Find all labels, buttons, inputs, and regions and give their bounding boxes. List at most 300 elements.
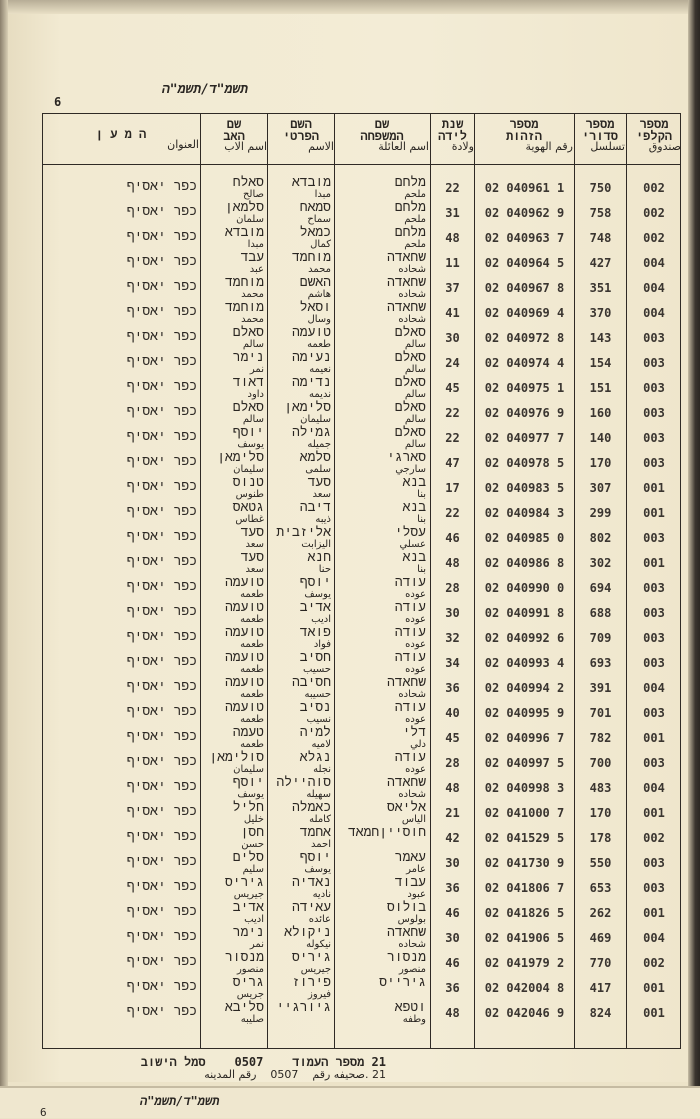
family-name-arabic: عبود — [407, 889, 426, 900]
family-name-hebrew: מלחם — [394, 225, 426, 240]
family-name-hebrew: שחאדה — [386, 250, 426, 265]
family-name-cell — [336, 701, 426, 725]
kalpi-number-cell: 001 — [643, 481, 665, 495]
first-name-hebrew: סלימאן — [284, 400, 331, 415]
father-name-arabic: سليم — [242, 864, 264, 875]
birth-year-cell: 21 — [445, 806, 460, 820]
kalpi-number-cell: 003 — [643, 856, 665, 870]
col-header-kalpi: מספר הקלפי صندوق — [635, 117, 681, 153]
family-name-hebrew: סארגי — [386, 450, 426, 465]
father-name-hebrew: דאוד — [232, 375, 264, 390]
first-name-cell — [269, 426, 331, 450]
address-cell: כפר יאסיף — [126, 779, 197, 794]
col-header-id-number: מספר הזהות رقم الهوية — [505, 117, 573, 153]
id-number-cell: 02 040995 9 — [484, 706, 565, 720]
birth-year-cell: 34 — [445, 656, 460, 670]
serial-number-cell: 140 — [589, 431, 612, 445]
kalpi-number-cell: 003 — [643, 431, 665, 445]
address-cell: כפר יאסיף — [126, 704, 197, 719]
family-name-cell — [336, 751, 426, 775]
first-name-hebrew: נאדיה — [291, 875, 331, 890]
serial-number-cell: 427 — [589, 256, 612, 270]
father-name-hebrew: טועמה — [224, 625, 264, 640]
address-cell: כפר יאסיף — [126, 529, 197, 544]
family-name-cell — [336, 776, 426, 800]
father-name-hebrew: טועמה — [224, 675, 264, 690]
kalpi-number-cell: 001 — [643, 981, 665, 995]
id-number-cell: 02 041730 9 — [484, 856, 565, 870]
table-row — [43, 176, 682, 201]
table-row — [43, 876, 682, 901]
family-name-arabic: ملحم — [404, 189, 426, 200]
id-number-cell: 02 042004 8 — [484, 981, 565, 995]
serial-number-cell: 417 — [589, 981, 612, 995]
first-name-cell — [269, 951, 331, 975]
first-name-hebrew: יוסף — [299, 850, 331, 865]
first-name-cell — [269, 751, 331, 775]
birth-year-cell: 40 — [445, 706, 460, 720]
first-name-hebrew: חסיבה — [291, 675, 331, 690]
first-name-arabic: اليزابت — [301, 539, 331, 550]
father-name-arabic: مبدا — [247, 239, 264, 250]
family-name-arabic: شحاده — [398, 314, 426, 325]
first-name-arabic: هاشم — [307, 289, 331, 300]
first-name-cell — [269, 701, 331, 725]
table-row — [43, 226, 682, 251]
table-row — [43, 326, 682, 351]
serial-number-cell: 299 — [589, 506, 612, 520]
table-row — [43, 376, 682, 401]
father-name-cell — [202, 876, 264, 900]
first-name-hebrew: עאידה — [291, 900, 331, 915]
family-name-arabic: سالم — [404, 414, 426, 425]
first-name-arabic: نجله — [313, 764, 331, 775]
first-name-arabic: كامله — [309, 814, 331, 825]
address-cell: כפר יאסיף — [126, 504, 197, 519]
first-name-hebrew: נסיב — [299, 700, 331, 715]
father-name-arabic: صليبه — [240, 1014, 264, 1025]
birth-year-cell: 48 — [445, 556, 460, 570]
first-name-hebrew: כמאל — [299, 225, 331, 240]
father-name-hebrew: יוסף — [232, 775, 264, 790]
page-top-edge — [0, 0, 700, 14]
family-name-arabic: بنا — [417, 489, 426, 500]
address-cell: כפר יאסיף — [126, 354, 197, 369]
kalpi-number-cell: 004 — [643, 931, 665, 945]
table-row — [43, 976, 682, 1001]
father-name-hebrew: סלמאן — [224, 200, 264, 215]
birth-year-cell: 48 — [445, 1006, 460, 1020]
first-name-cell — [269, 576, 331, 600]
first-name-hebrew: מובדא — [291, 175, 331, 190]
table-row — [43, 451, 682, 476]
father-name-arabic: طعمه — [240, 614, 264, 625]
id-number-cell: 02 042046 9 — [484, 1006, 565, 1020]
id-number-cell: 02 041906 5 — [484, 931, 565, 945]
first-name-cell — [269, 676, 331, 700]
family-name-hebrew: עסלי — [394, 525, 426, 540]
first-name-hebrew: למיה — [299, 725, 331, 740]
id-number-cell: 02 040997 5 — [484, 756, 565, 770]
first-name-hebrew: טועמה — [291, 325, 331, 340]
father-name-cell — [202, 276, 264, 300]
table-row — [43, 501, 682, 526]
family-name-cell — [336, 226, 426, 250]
first-name-arabic: سلمى — [305, 464, 331, 475]
address-cell: כפר יאסיף — [126, 679, 197, 694]
first-name-hebrew: דיבה — [299, 500, 331, 515]
address-cell: כפר יאסיף — [126, 854, 197, 869]
id-number-cell: 02 040990 0 — [484, 581, 565, 595]
family-name-cell — [336, 326, 426, 350]
first-name-hebrew: האשם — [299, 275, 331, 290]
birth-year-cell: 17 — [445, 481, 460, 495]
table-row — [43, 776, 682, 801]
first-name-cell — [269, 551, 331, 575]
family-name-hebrew: עודה — [394, 625, 426, 640]
father-name-hebrew: סלימאן — [217, 450, 264, 465]
kalpi-number-cell: 003 — [643, 581, 665, 595]
family-name-cell — [336, 476, 426, 500]
id-number-cell: 02 041000 7 — [484, 806, 565, 820]
father-name-arabic: سالم — [242, 414, 264, 425]
serial-number-cell: 160 — [589, 406, 612, 420]
birth-year-cell: 22 — [445, 181, 460, 195]
kalpi-number-cell: 003 — [643, 606, 665, 620]
address-cell: כפר יאסיף — [126, 379, 197, 394]
table-row — [43, 251, 682, 276]
father-name-hebrew: מוחמד — [224, 300, 264, 315]
father-name-cell — [202, 851, 264, 875]
father-name-arabic: نمر — [249, 939, 264, 950]
serial-number-cell: 550 — [589, 856, 612, 870]
table-row — [43, 826, 682, 851]
binding-fold — [0, 0, 8, 1116]
father-name-arabic: جيريس — [233, 889, 264, 900]
father-name-hebrew: טועמה — [224, 650, 264, 665]
id-number-cell: 02 040991 8 — [484, 606, 565, 620]
first-name-arabic: وسال — [307, 314, 331, 325]
serial-number-cell: 770 — [589, 956, 612, 970]
father-name-arabic: نمر — [249, 364, 264, 375]
serial-number-cell: 693 — [589, 656, 612, 670]
family-name-arabic: الياس — [401, 814, 426, 825]
address-cell: כפר יאסיף — [126, 979, 197, 994]
father-name-hebrew: גיריס — [224, 875, 264, 890]
first-name-arabic: كمال — [310, 239, 331, 250]
father-name-cell — [202, 626, 264, 650]
family-name-cell — [336, 376, 426, 400]
first-name-cell — [269, 976, 331, 1000]
birth-year-cell: 24 — [445, 356, 460, 370]
address-cell: כפר יאסיף — [126, 229, 197, 244]
kalpi-number-cell: 003 — [643, 631, 665, 645]
id-number-cell: 02 040967 8 — [484, 281, 565, 295]
kalpi-number-cell: 001 — [643, 731, 665, 745]
family-name-hebrew: בולוס — [386, 900, 426, 915]
first-name-hebrew: חנא — [307, 550, 331, 565]
birth-year-cell: 36 — [445, 681, 460, 695]
father-name-arabic: طعمه — [240, 589, 264, 600]
father-name-hebrew: טועמה — [224, 600, 264, 615]
family-name-arabic: عوده — [405, 589, 426, 600]
father-name-hebrew: מנסור — [224, 950, 264, 965]
first-name-cell — [269, 601, 331, 625]
father-name-hebrew: נימר — [232, 350, 264, 365]
id-number-cell: 02 040978 5 — [484, 456, 565, 470]
id-number-cell: 02 040996 7 — [484, 731, 565, 745]
family-name-hebrew: מלחם — [394, 200, 426, 215]
serial-number-cell: 154 — [589, 356, 612, 370]
voter-table — [42, 113, 681, 1049]
father-name-cell — [202, 776, 264, 800]
family-name-hebrew: עאמר — [394, 850, 426, 865]
table-row — [43, 851, 682, 876]
address-cell: כפר יאסיף — [126, 579, 197, 594]
father-name-hebrew: סולימאן — [209, 750, 264, 765]
father-name-hebrew: גריס — [232, 975, 264, 990]
kalpi-number-cell: 004 — [643, 781, 665, 795]
father-name-cell — [202, 201, 264, 225]
father-name-hebrew: סליבא — [224, 1000, 264, 1015]
father-name-arabic: محمد — [241, 289, 264, 300]
address-cell: כפר יאסיף — [126, 254, 197, 269]
father-name-hebrew: סלים — [232, 850, 264, 865]
first-name-arabic: يوسف — [304, 589, 331, 600]
father-name-cell — [202, 501, 264, 525]
first-name-hebrew: נדימה — [291, 375, 331, 390]
father-name-arabic: سالم — [242, 339, 264, 350]
family-name-cell — [336, 626, 426, 650]
serial-number-cell: 750 — [589, 181, 612, 195]
father-name-arabic: طعمه — [240, 739, 264, 750]
first-name-hebrew: אדיב — [299, 600, 331, 615]
kalpi-number-cell: 001 — [643, 806, 665, 820]
father-name-hebrew: טעמה — [232, 725, 264, 740]
first-name-arabic: محمد — [308, 264, 331, 275]
father-name-hebrew: סעד — [240, 525, 264, 540]
serial-number-cell: 709 — [589, 631, 612, 645]
serial-number-cell: 143 — [589, 331, 612, 345]
kalpi-number-cell: 003 — [643, 331, 665, 345]
first-name-arabic: فيروز — [308, 989, 331, 1000]
first-name-arabic: سهيله — [306, 789, 331, 800]
family-name-hebrew: עודה — [394, 750, 426, 765]
address-cell: כפר יאסיף — [126, 204, 197, 219]
father-name-hebrew: סאלח — [232, 175, 264, 190]
serial-number-cell: 782 — [589, 731, 612, 745]
family-name-hebrew: אליאס — [386, 800, 426, 815]
family-name-arabic: شحاده — [398, 939, 426, 950]
address-cell: כפר יאסיף — [126, 754, 197, 769]
father-name-cell — [202, 376, 264, 400]
family-name-arabic: شحاده — [398, 789, 426, 800]
birth-year-cell: 46 — [445, 531, 460, 545]
first-name-arabic: نديمه — [309, 389, 331, 400]
birth-year-cell: 46 — [445, 956, 460, 970]
family-name-cell — [336, 926, 426, 950]
family-name-arabic: سالم — [404, 339, 426, 350]
family-name-hebrew: וטפא — [394, 1000, 426, 1015]
family-name-hebrew: שחאדה — [386, 300, 426, 315]
first-name-arabic: احمد — [311, 839, 331, 850]
id-number-cell: 02 041806 7 — [484, 881, 565, 895]
serial-number-cell: 170 — [589, 456, 612, 470]
address-cell: כפר יאסיף — [126, 404, 197, 419]
family-name-hebrew: סאלם — [394, 400, 426, 415]
family-name-arabic: عوده — [405, 614, 426, 625]
serial-number-cell: 151 — [589, 381, 612, 395]
family-name-arabic: سارجي — [395, 464, 426, 475]
first-name-cell — [269, 451, 331, 475]
father-name-arabic: صالح — [242, 189, 264, 200]
kalpi-number-cell: 002 — [643, 231, 665, 245]
family-name-cell — [336, 676, 426, 700]
father-name-cell — [202, 751, 264, 775]
first-name-cell — [269, 401, 331, 425]
address-cell: כפר יאסיף — [126, 829, 197, 844]
father-name-hebrew: חסן — [240, 825, 264, 840]
serial-number-cell: 469 — [589, 931, 612, 945]
father-name-arabic: حسن — [241, 839, 264, 850]
address-cell: כפר יאסיף — [126, 304, 197, 319]
serial-number-cell: 391 — [589, 681, 612, 695]
address-cell: כפר יאסיף — [126, 479, 197, 494]
family-name-arabic: سالم — [404, 439, 426, 450]
father-name-hebrew: סאלם — [232, 400, 264, 415]
kalpi-number-cell: 001 — [643, 1006, 665, 1020]
table-row — [43, 926, 682, 951]
birth-year-cell: 42 — [445, 831, 460, 845]
id-number-cell: 02 040983 5 — [484, 481, 565, 495]
father-name-cell — [202, 1001, 264, 1025]
family-name-hebrew: סאלם — [394, 425, 426, 440]
header-divider — [43, 164, 680, 165]
table-row — [43, 626, 682, 651]
father-name-cell — [202, 701, 264, 725]
address-cell: כפר יאסיף — [126, 179, 197, 194]
kalpi-number-cell: 004 — [643, 256, 665, 270]
kalpi-number-cell: 002 — [643, 956, 665, 970]
father-name-cell — [202, 301, 264, 325]
page-number: 6 — [54, 95, 62, 109]
first-name-cell — [269, 526, 331, 550]
family-name-cell — [336, 501, 426, 525]
first-name-arabic: يوسف — [304, 864, 331, 875]
father-name-cell — [202, 426, 264, 450]
first-name-cell — [269, 726, 331, 750]
kalpi-number-cell: 003 — [643, 881, 665, 895]
table-row — [43, 401, 682, 426]
first-name-arabic: لاميه — [311, 739, 331, 750]
father-name-cell — [202, 326, 264, 350]
first-name-hebrew: אליזבית — [276, 525, 331, 540]
id-number-cell: 02 041979 2 — [484, 956, 565, 970]
family-name-cell — [336, 651, 426, 675]
father-name-cell — [202, 476, 264, 500]
first-name-hebrew: סמאח — [299, 200, 331, 215]
kalpi-number-cell: 003 — [643, 756, 665, 770]
birth-year-cell: 46 — [445, 906, 460, 920]
father-name-arabic: طنوس — [235, 489, 264, 500]
birth-year-cell: 30 — [445, 606, 460, 620]
father-name-arabic: يوسف — [237, 439, 264, 450]
father-name-hebrew: יוסף — [232, 425, 264, 440]
table-row — [43, 426, 682, 451]
father-name-cell — [202, 801, 264, 825]
table-row — [43, 351, 682, 376]
first-name-hebrew: מוחמד — [291, 250, 331, 265]
kalpi-number-cell: 003 — [643, 356, 665, 370]
family-name-cell — [336, 601, 426, 625]
father-name-hebrew: אדיב — [232, 900, 264, 915]
serial-number-cell: 351 — [589, 281, 612, 295]
first-name-cell — [269, 851, 331, 875]
father-name-cell — [202, 401, 264, 425]
kalpi-number-cell: 002 — [643, 831, 665, 845]
family-name-cell — [336, 951, 426, 975]
family-name-hebrew: עודה — [394, 700, 426, 715]
id-number-cell: 02 040998 3 — [484, 781, 565, 795]
father-name-cell — [202, 601, 264, 625]
father-name-arabic: سعد — [245, 539, 264, 550]
family-name-hebrew: בנא — [402, 475, 426, 490]
family-name-cell — [336, 201, 426, 225]
father-name-hebrew: חליל — [232, 800, 264, 815]
table-row — [43, 726, 682, 751]
table-row — [43, 1001, 682, 1026]
father-name-arabic: سلمان — [236, 214, 264, 225]
serial-number-cell: 307 — [589, 481, 612, 495]
kalpi-number-cell: 004 — [643, 281, 665, 295]
kalpi-number-cell: 002 — [643, 206, 665, 220]
family-name-hebrew: גירייס — [379, 975, 426, 990]
first-name-hebrew: סוהיילה — [276, 775, 331, 790]
family-name-cell — [336, 276, 426, 300]
table-row — [43, 676, 682, 701]
family-name-arabic: شحاده — [398, 264, 426, 275]
serial-number-cell: 824 — [589, 1006, 612, 1020]
father-name-cell — [202, 226, 264, 250]
id-number-cell: 02 040964 5 — [484, 256, 565, 270]
address-cell: כפר יאסיף — [126, 879, 197, 894]
id-number-cell: 02 040976 9 — [484, 406, 565, 420]
family-name-cell — [336, 451, 426, 475]
col-header-father: שם האב اسم الاب — [223, 117, 267, 153]
serial-number-cell: 758 — [589, 206, 612, 220]
father-name-hebrew: סאלם — [232, 325, 264, 340]
first-name-hebrew: כאמלה — [291, 800, 331, 815]
birth-year-cell: 11 — [445, 256, 460, 270]
birth-year-cell: 30 — [445, 331, 460, 345]
family-name-hebrew: שחאדה — [386, 775, 426, 790]
id-number-cell: 02 040963 7 — [484, 231, 565, 245]
birth-year-cell: 32 — [445, 631, 460, 645]
family-name-cell — [336, 1001, 426, 1025]
birth-year-cell: 45 — [445, 381, 460, 395]
id-number-cell: 02 040984 3 — [484, 506, 565, 520]
father-name-cell — [202, 176, 264, 200]
first-name-cell — [269, 901, 331, 925]
first-name-hebrew: גיריס — [291, 950, 331, 965]
first-name-arabic: مبدا — [314, 189, 331, 200]
serial-number-cell: 262 — [589, 906, 612, 920]
father-name-cell — [202, 251, 264, 275]
father-name-cell — [202, 976, 264, 1000]
father-name-arabic: طعمه — [240, 639, 264, 650]
family-name-arabic: عسلي — [399, 539, 426, 550]
birth-year-cell: 31 — [445, 206, 460, 220]
